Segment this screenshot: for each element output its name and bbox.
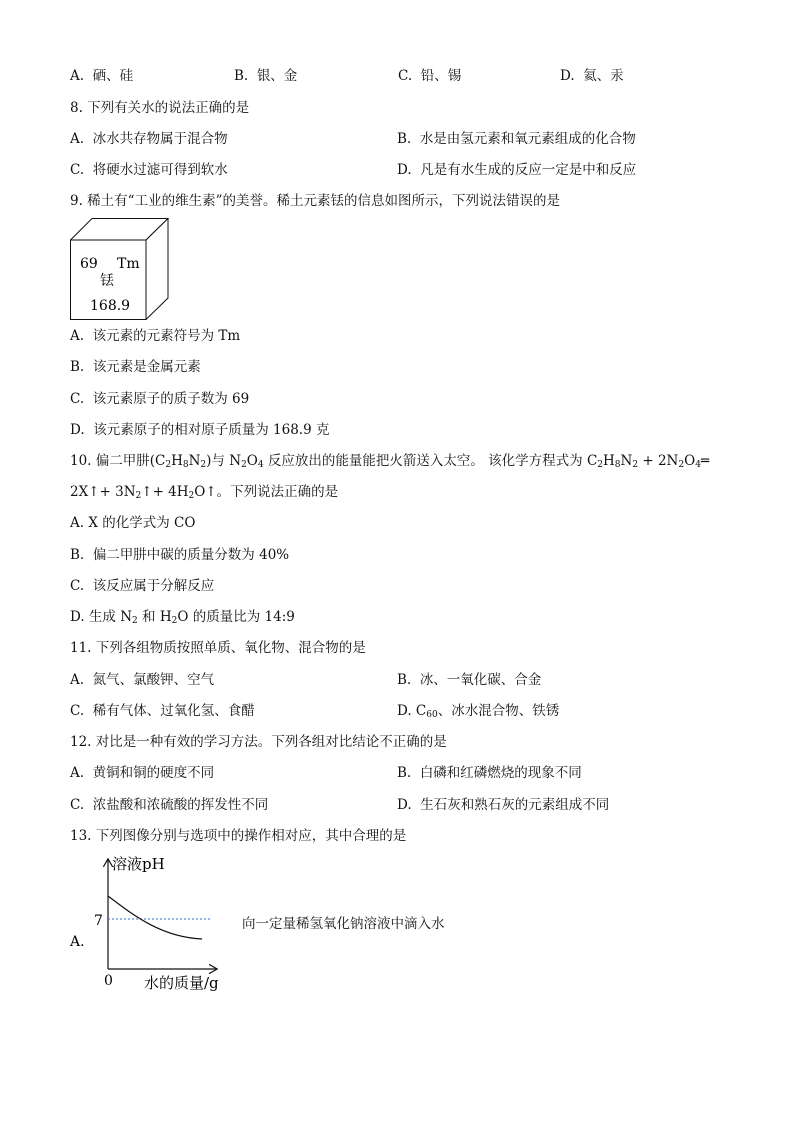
q11-option-c: C. 稀有气体、过氧化氢、食醋 xyxy=(70,703,255,719)
q7-option-d: D. 氦、汞 xyxy=(560,68,624,84)
q13-stem: 13. 下列图像分别与选项中的操作相对应，其中合理的是 xyxy=(70,828,407,844)
q8-option-b: B. 水是由氢元素和氧元素组成的化合物 xyxy=(397,131,636,147)
element-atomic-number: 69 xyxy=(80,256,98,272)
q10-equation-continued: 2X↑+ $3N_2↑+$ $4H_2O↑$。下列说法正确的是 xyxy=(70,484,339,501)
q10-option-d: D. 生成 $N_2$ 和 $H_2O$ 的质量比为 14:9 xyxy=(70,609,295,626)
q12-option-d: D. 生石灰和熟石灰的元素组成不同 xyxy=(397,797,610,813)
q8-option-d: D. 凡是有水生成的反应一定是中和反应 xyxy=(397,162,637,178)
q8-option-a: A. 冰水共存物属于混合物 xyxy=(70,131,228,147)
q8-stem: 8. 下列有关水的说法正确的是 xyxy=(70,100,250,116)
q10-option-c: C. 该反应属于分解反应 xyxy=(70,578,215,594)
element-atomic-mass: 168.9 xyxy=(90,298,131,314)
element-symbol: Tm xyxy=(117,256,140,272)
q9-stem: 9. 稀土有“工业的维生素”的美誉。稀土元素铥的信息如图所示，下列说法错误的是 xyxy=(70,193,560,209)
q7-option-b: B. 银、金 xyxy=(234,68,298,84)
element-name: 铥 xyxy=(100,273,114,289)
q8-option-c: C. 将硬水过滤可得到软水 xyxy=(70,162,228,178)
element-tile-illustration xyxy=(70,218,180,320)
ph-curve xyxy=(108,896,202,939)
option-a-label: A. xyxy=(70,934,85,950)
q13-option-a-text: 向一定量稀氢氧化钠溶液中滴入水 xyxy=(242,916,445,932)
q12-option-c: C. 浓盐酸和浓硫酸的挥发性不同 xyxy=(70,797,269,813)
q9-option-b: B. 该元素是金属元素 xyxy=(70,359,201,375)
q10-option-a: A. X 的化学式为 CO xyxy=(70,515,196,531)
origin-label: 0 xyxy=(104,973,113,989)
q12-option-a: A. 黄铜和铜的硬度不同 xyxy=(70,765,215,781)
q11-option-d: D. $C_{60}$、冰水混合物、铁锈 xyxy=(397,703,560,720)
q11-option-a: A. 氮气、氯酸钾、空气 xyxy=(70,672,215,688)
q7-option-a: A. 硒、硅 xyxy=(70,68,134,84)
q11-stem: 11. 下列各组物质按照单质、氧化物、混合物的是 xyxy=(70,640,366,656)
ph-graph xyxy=(60,852,260,992)
q10-stem: 10. 偏二甲肼$(C_2H_8N_2)$与 $N_2O_4$ 反应放出的能量能把火箭送入太空。 该化学方程式为 $C_2H_8N_2$ + $2N_2O_4═$ xyxy=(70,453,710,470)
x-axis-label: 水的质量/g xyxy=(144,974,219,992)
q12-stem: 12. 对比是一种有效的学习方法。下列各组对比结论不正确的是 xyxy=(70,734,447,750)
q9-option-d: D. 该元素原子的相对原子质量为 168.9 克 xyxy=(70,422,330,438)
y-axis-label: 溶液pH xyxy=(112,855,165,873)
q11-option-b: B. 冰、一氧化碳、合金 xyxy=(397,672,542,688)
q9-option-c: C. 该元素原子的质子数为 69 xyxy=(70,391,250,407)
q12-option-b: B. 白磷和红磷燃烧的现象不同 xyxy=(397,765,582,781)
q9-option-a: A. 该元素的元素符号为 Tm xyxy=(70,328,241,344)
q10-option-b: B. 偏二甲肼中碳的质量分数为 40% xyxy=(70,547,290,563)
ph-7-tick-label: 7 xyxy=(94,913,103,929)
q7-option-c: C. 铅、锡 xyxy=(398,68,462,84)
